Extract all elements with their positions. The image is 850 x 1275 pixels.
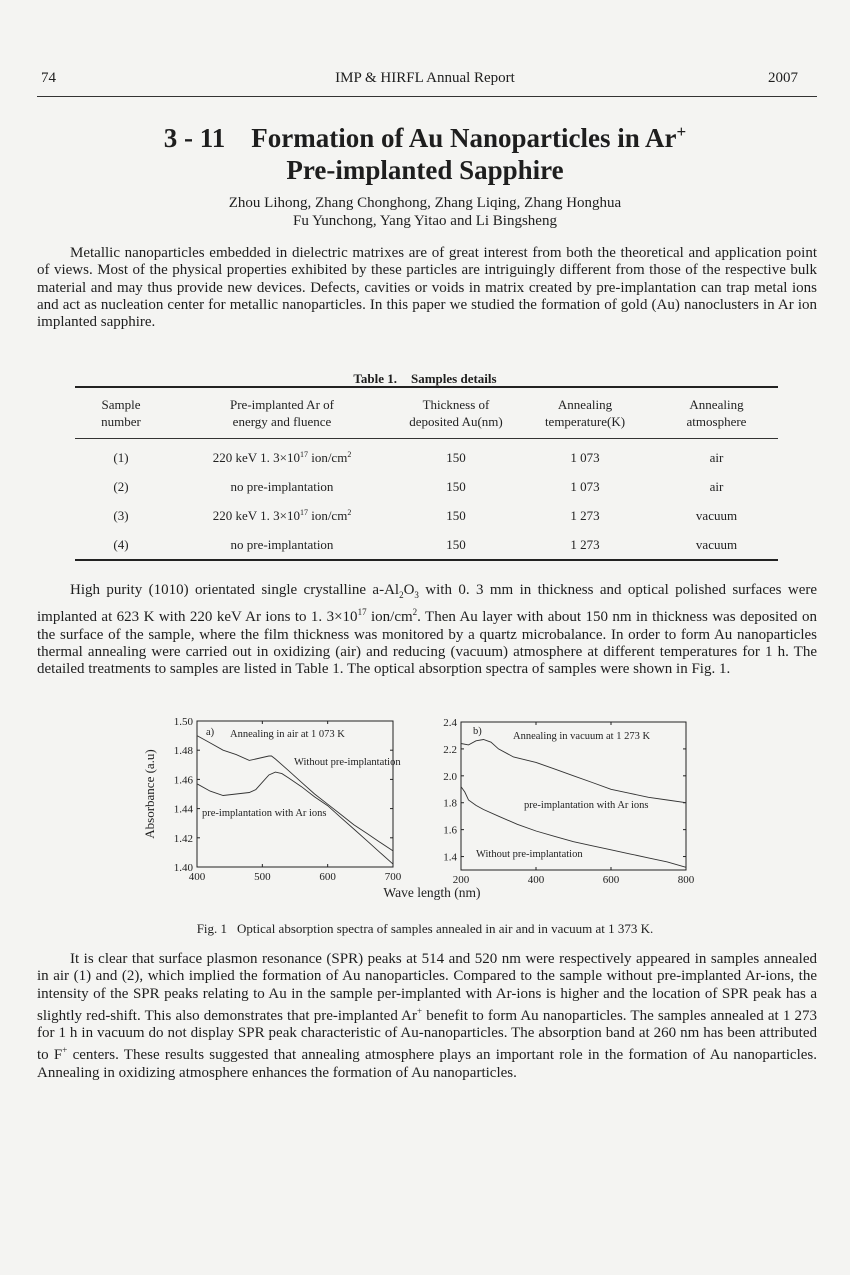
plot-annotation: pre-implantation with Ar ions <box>524 800 649 811</box>
y-tick-label: 1.48 <box>173 745 193 758</box>
paragraph-text: It is clear that surface plasmon resonance (SPR) peaks at 514 and 520 nm were respectively appeared in samples annealed in air (1) and (2), which implied the formation of Au nanoparticles. Compared to the sample without pre-implanted Ar-ions, the intensity of the SPR peaks relating to Au in the sample per-implanted with Ar-ions is higher and the location of SPR peak has a slightly red-shift. This also demonstrates that pre-implanted Ar+ benefit to form Au nanoparticles. The samples annealed at 1 273 for 1 h in vacuum do not display SPR peak characteristic of Au-nanoparticles. The absorption band at 260 nm has been attributed to F+ centers. These results suggested that annealing atmosphere plays an important role in the formation of Au nanoparticles. Annealing in oxidizing atmosphere enhances the formation of Au nanoparticles. <box>37 951 817 1081</box>
absorption-spectra-chart <box>140 712 720 902</box>
methods-paragraph <box>37 582 817 678</box>
title-line-1 <box>0 116 850 154</box>
y-tick-label: 1.6 <box>443 824 457 837</box>
authors-line-2: Fu Yunchong, Yang Yitao and Li Bingsheng <box>293 213 557 229</box>
cell-sample: (2) <box>113 478 129 494</box>
y-tick-label: 2.2 <box>443 743 457 756</box>
header-sample: Sample number <box>101 397 141 429</box>
cell-sample: (4) <box>113 536 129 552</box>
figure-1 <box>140 712 720 902</box>
samples-table <box>75 386 778 561</box>
cell-fluence: 220 keV 1. $3\times 10^{17}$ ion/$cm^2$ <box>212 507 352 523</box>
cell-atmosphere: vacuum <box>695 507 738 523</box>
x-tick-label: 800 <box>677 874 695 886</box>
running-head <box>0 70 850 92</box>
y-tick-label: 1.42 <box>173 832 193 845</box>
cell-thickness: 150 <box>446 536 466 552</box>
plot-annotation: Annealing in vacuum at 1 273 K <box>513 731 651 742</box>
article-title <box>0 116 850 186</box>
y-tick-label: 2.0 <box>443 770 457 783</box>
figure-caption <box>0 921 850 937</box>
y-tick-label: 1.50 <box>173 716 193 728</box>
paragraph-text: Metallic nanoparticles embedded in dielectric matrixes are of great interest from both the theoretical and application point of views. Most of the physical properties exhibited by these particles are intriguingly different from those of the respective bulk material and may thus provide new devices. Defects, cavities or voids in matrix created by pre-implantation can trap metal ions and act as nucleation center for metallic nanoparticles. In this paper we studied the formation of gold (Au) nanoclusters in Ar ion implanted sapphire. <box>37 245 817 331</box>
x-tick-label: 700 <box>384 871 402 883</box>
x-tick-label: 200 <box>452 874 470 886</box>
header-fluence: Pre-implanted Ar of energy and fluence <box>230 397 334 429</box>
title-superscript: + <box>676 122 687 141</box>
x-tick-label: 600 <box>602 874 620 886</box>
header-atmosphere: Annealing atmosphere <box>686 397 747 429</box>
series-line <box>461 740 686 803</box>
table-row <box>75 472 778 501</box>
y-tick-label: 1.46 <box>173 774 193 787</box>
cell-temperature: 1 273 <box>570 536 600 552</box>
figure-label: Fig. 1 <box>196 921 228 936</box>
table-row <box>75 439 778 473</box>
y-tick-label: 1.8 <box>443 797 457 810</box>
cell-sample: (3) <box>113 507 129 523</box>
journal-name: IMP & HIRFL Annual Report <box>335 70 515 86</box>
x-axis-label: Wave length (nm) <box>383 885 481 900</box>
y-axis-label: Absorbance (a.u) <box>142 749 157 839</box>
table-row <box>75 501 778 530</box>
table-row <box>75 530 778 560</box>
x-tick-label: 400 <box>188 871 206 883</box>
plot-annotation: Without pre-implantation <box>476 849 583 860</box>
figure-caption-text: Optical absorption spectra of samples annealed in air and in vacuum at 1 373 K. <box>237 921 654 936</box>
y-tick-label: 2.4 <box>443 717 457 729</box>
cell-fluence: no pre-implantation <box>230 536 334 552</box>
plot-annotation: b) <box>473 726 482 737</box>
cell-temperature: 1 273 <box>570 507 600 523</box>
author-list <box>0 194 850 230</box>
authors-line-1: Zhou Lihong, Zhang Chonghong, Zhang Liqing, Zhang Honghua <box>228 195 622 211</box>
header-temperature: Annealing temperature(K) <box>544 397 626 429</box>
report-year: 2007 <box>768 70 798 86</box>
cell-temperature: 1 073 <box>570 449 600 465</box>
title-line-2: Pre-implanted Sapphire <box>286 155 564 185</box>
y-tick-label: 1.44 <box>173 803 193 816</box>
x-tick-label: 400 <box>527 874 545 886</box>
table-title: Samples details <box>411 371 497 386</box>
paragraph-text: High purity (1010) orientated single crystalline $a-Al_2O_3$ with 0. 3 mm in thickness and optical polished surfaces were implanted at 623 K with 220 keV Ar ions to 1. $3\times 10^{17}$ ion/$cm^2$. Then Au layer with about 150 nm in thickness was deposited on the surface of the sample, where the film thickness was monitored by a quartz microbalance. In order to form Au nanoparticles thermal annealing were carried out in oxidizing (air) and reducing (vacuum) atmosphere at different temperatures for 1 h. The detailed treatments to samples are listed in Table 1. The optical absorption spectra of samples were shown in Fig. 1. <box>37 582 818 678</box>
y-tick-label: 1.40 <box>173 862 193 874</box>
cell-fluence: no pre-implantation <box>230 478 334 494</box>
page-number: 74 <box>41 70 56 86</box>
plot-annotation: pre-implantation with Ar ions <box>202 808 327 819</box>
plot-frame <box>197 721 393 867</box>
cell-sample: (1) <box>113 449 129 465</box>
plot-frame <box>461 722 686 870</box>
intro-paragraph <box>37 245 817 331</box>
cell-atmosphere: air <box>709 478 724 494</box>
title-text-1: Formation of Au Nanoparticles in Ar <box>251 123 677 153</box>
plot-annotation: a) <box>206 727 215 738</box>
header-rule <box>37 96 817 97</box>
cell-thickness: 150 <box>446 449 466 465</box>
plot-annotation: Without pre-implantation <box>294 757 401 768</box>
y-tick-label: 1.4 <box>443 851 457 864</box>
cell-atmosphere: vacuum <box>695 536 738 552</box>
results-paragraph <box>37 951 817 1082</box>
cell-fluence: 220 keV 1. $3\times 10^{17}$ ion/$cm^2$ <box>212 449 352 465</box>
table-label: Table 1. <box>353 371 397 386</box>
cell-atmosphere: air <box>709 449 724 465</box>
header-thickness: Thickness of deposited Au(nm) <box>409 397 503 429</box>
cell-thickness: 150 <box>446 507 466 523</box>
cell-temperature: 1 073 <box>570 478 600 494</box>
article-number: 3 - 11 <box>163 123 226 153</box>
x-tick-label: 500 <box>254 871 271 883</box>
table-header-row <box>75 387 778 439</box>
cell-thickness: 150 <box>446 478 466 494</box>
series-line <box>197 736 393 851</box>
table-caption <box>0 371 850 387</box>
x-tick-label: 600 <box>319 871 336 883</box>
plot-annotation: Annealing in air at 1 073 K <box>230 729 345 740</box>
